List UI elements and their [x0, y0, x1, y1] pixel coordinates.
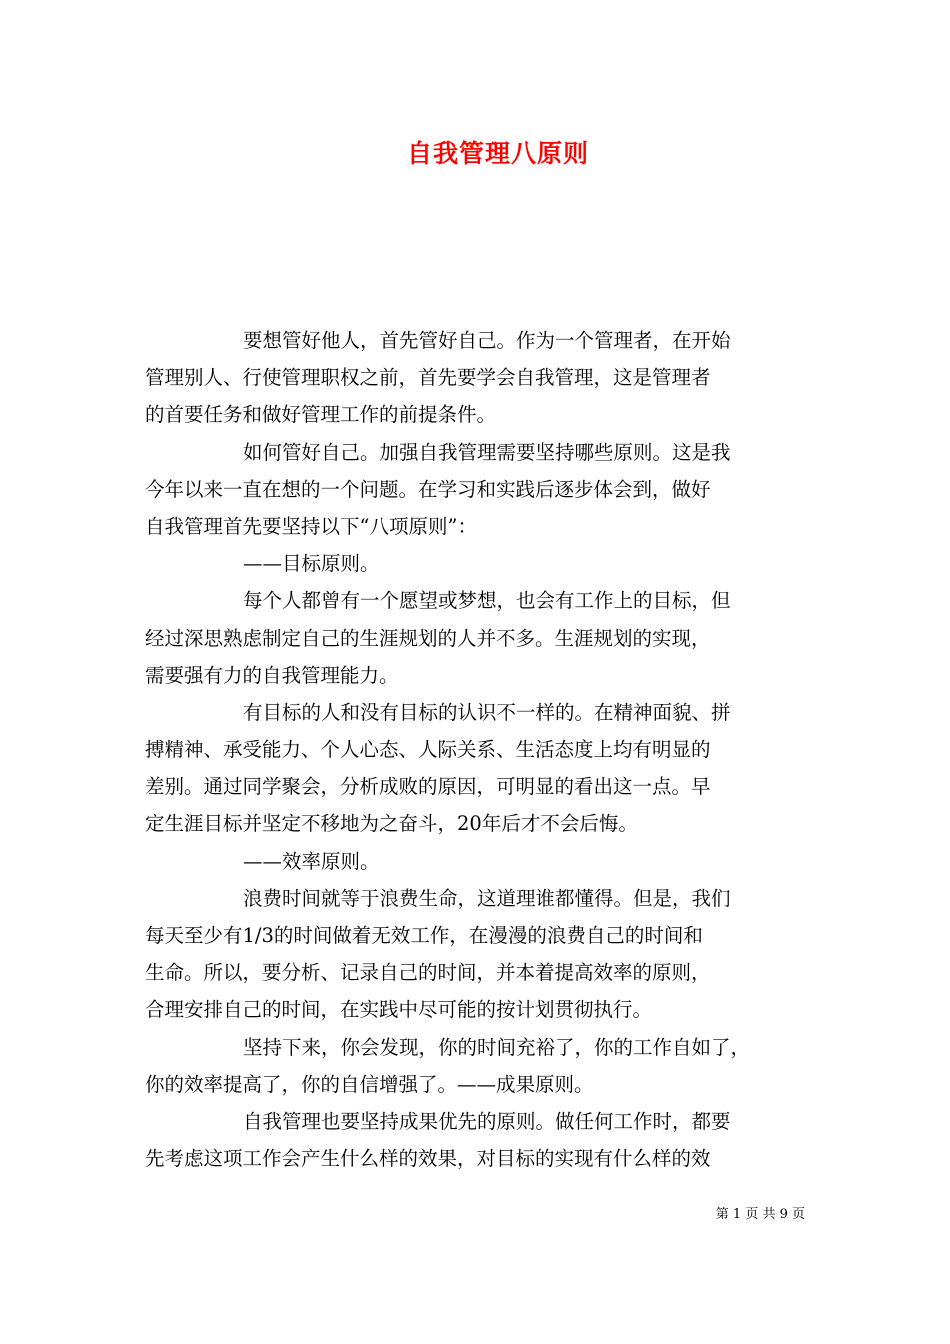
paragraph-line: 需要强有力的自我管理能力。	[145, 663, 399, 687]
paragraph-line: 有目标的人和没有目标的认识不一样的。在精神面貌、拼	[243, 700, 731, 724]
paragraph-line: 定生涯目标并坚定不移地为之奋斗，20年后才不会后悔。	[145, 812, 638, 836]
paragraph-line: 每个人都曾有一个愿望或梦想，也会有工作上的目标，但	[243, 589, 731, 613]
paragraph-line: 先考虑这项工作会产生什么样的效果，对目标的实现有什么样的效	[145, 1147, 711, 1171]
paragraph-line: 生命。所以，要分析、记录自己的时间，并本着提高效率的原则，	[145, 961, 711, 985]
document-body	[145, 322, 805, 1177]
paragraph-line: 浪费时间就等于浪费生命，这道理谁都懂得。但是，我们	[243, 886, 731, 910]
paragraph-line: 管理别人、行使管理职权之前，首先要学会自我管理，这是管理者	[145, 366, 711, 390]
section-heading-efficiency: ——效率原则。	[243, 849, 380, 873]
paragraph-line: 的首要任务和做好管理工作的前提条件。	[145, 403, 497, 427]
section-heading-goal: ——目标原则。	[243, 552, 380, 576]
paragraph-line: 要想管好他人，首先管好自己。作为一个管理者，在开始	[243, 329, 731, 352]
paragraph-line: 合理安排自己的时间，在实践中尽可能的按计划贯彻执行。	[145, 998, 653, 1022]
document-title: 自我管理八原则	[406, 139, 589, 168]
page-number: 第 1 页 共 9 页	[715, 1207, 805, 1222]
paragraph-line: 今年以来一直在想的一个问题。在学习和实践后逐步体会到，做好	[145, 477, 711, 501]
paragraph-line: 自我管理首先要坚持以下“八项原则”：	[145, 514, 477, 538]
paragraph-line: 搏精神、承受能力、个人心态、人际关系、生活态度上均有明显的	[145, 738, 711, 762]
paragraph-line: 如何管好自己。加强自我管理需要坚持哪些原则。这是我	[243, 440, 731, 464]
paragraph-line: 每天至少有1/3的时间做着无效工作，在漫漫的浪费自己的时间和	[145, 924, 703, 947]
paragraph-line: 自我管理也要坚持成果优先的原则。做任何工作时，都要	[243, 1109, 731, 1133]
paragraph-line: 差别。通过同学聚会，分析成败的原因，可明显的看出这一点。早	[145, 775, 711, 799]
paragraph-line: 坚持下来，你会发现，你的时间充裕了，你的工作自如了，	[243, 1035, 751, 1059]
paragraph-line: 经过深思熟虑制定自己的生涯规划的人并不多。生涯规划的实现，	[145, 626, 711, 650]
paragraph-line: 你的效率提高了，你的自信增强了。——成果原则。	[145, 1072, 594, 1096]
